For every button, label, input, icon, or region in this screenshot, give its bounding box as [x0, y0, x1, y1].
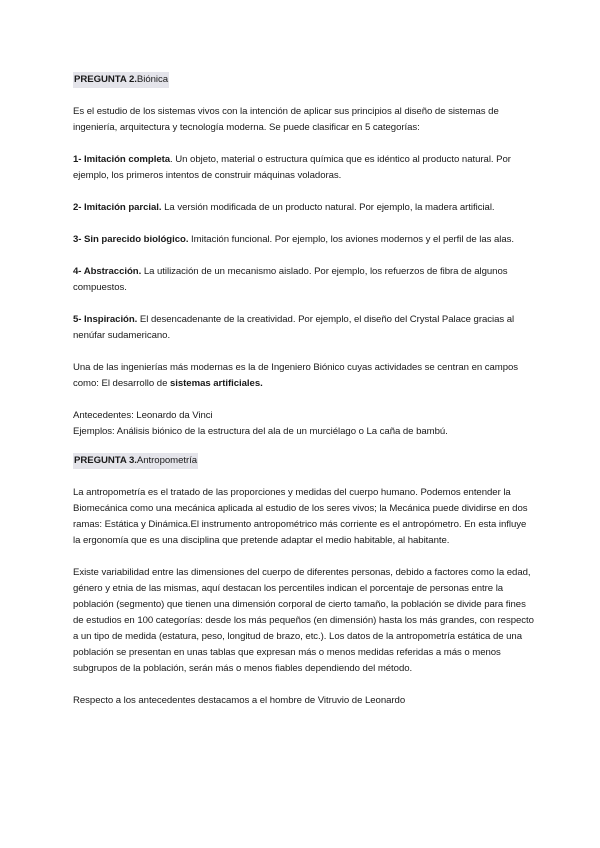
section-antropometria — [73, 453, 535, 709]
engineering-paragraph — [73, 360, 535, 392]
category-text: El desencadenante de la creatividad. Por ejemplo, el diseño del Crystal Palace gracias al nenúfar sudamericano. — [73, 314, 515, 341]
category-term: 2- Imitación parcial. — [73, 202, 162, 213]
category-item — [73, 312, 535, 344]
category-text: La versión modificada de un producto natural. Por ejemplo, la madera artificial. — [161, 202, 495, 213]
body-paragraph: Respecto a los antecedentes destacamos a el hombre de Vitruvio de Leonardo — [73, 695, 406, 706]
category-item — [73, 200, 535, 216]
heading-highlight — [73, 72, 169, 88]
heading-prefix: PREGUNTA 2. — [74, 74, 137, 85]
category-item — [73, 264, 535, 296]
antecedentes-line: Antecedentes: Leonardo da Vinci — [73, 410, 213, 421]
heading-title: Antropometría — [136, 455, 198, 466]
category-item — [73, 232, 535, 248]
section-bionica — [73, 72, 535, 440]
ejemplos-line: Ejemplos: Análisis biónico de la estructura del ala de un murciélago o La caña de bambú. — [73, 426, 448, 437]
intro-paragraph: Es el estudio de los sistemas vivos con la intención de aplicar sus principios al diseño de sistemas de ingeniería, arquitectura y tecnología moderna. Se puede clasificar en 5 categorías: — [73, 106, 499, 133]
document-body — [73, 72, 535, 709]
body-paragraph: La antropometría es el tratado de las proporciones y medidas del cuerpo humano. Podemos entender la Biomecánica como una mecánica aplicada al estudio de los seres vivos; la Mecánica puede dividirse en dos ramas: Estática y Dinámica.El instrumento antropométrico más corriente es el antropómetro. En esta influye la ergonomía que es una disciplina que pretende adaptar el medio habitable, al habitante. — [73, 487, 528, 546]
category-text: La utilización de un mecanismo aislado. Por ejemplo, los refuerzos de fibra de algunos compuestos. — [73, 266, 508, 293]
category-term: 5- Inspiración. — [73, 314, 138, 325]
heading-highlight — [73, 453, 198, 469]
category-text: . Un objeto, material o estructura química que es idéntico al producto natural. Por ejemplo, los primeros intentos de construir máquinas voladoras. — [73, 154, 511, 181]
category-term: 3- Sin parecido biológico. — [73, 234, 189, 245]
category-term: 1- Imitación completa — [73, 154, 171, 165]
heading-title: Biónica — [136, 74, 169, 85]
engineering-bold: sistemas artificiales. — [169, 378, 263, 389]
category-item — [73, 152, 535, 184]
body-paragraph: Existe variabilidad entre las dimensiones del cuerpo de diferentes personas, debido a factores como la edad, género y etnia de las mismas, aquí destacan los percentiles indican el porcentaje de personas entre la población (segmento) que tienen una dimensión corporal de cierto tamaño, la población se divide para fines de estudios en 100 categorías: desde los más pequeños (en dimensión) hasta los más grandes, con respecto a un tipo de medida (estatura, peso, longitud de brazo, etc.). Los datos de la antropometría estática de una población se presentan en unas tablas que expresan más o menos medidas referidas a más o menos subgrupos de la población, serán más o menos fiables dependiendo del método. — [73, 567, 534, 674]
section-heading — [73, 72, 535, 88]
category-text: Imitación funcional. Por ejemplo, los aviones modernos y el perfil de las alas. — [188, 234, 514, 245]
heading-prefix: PREGUNTA 3. — [74, 455, 137, 466]
engineering-text: Una de las ingenierías más modernas es la de Ingeniero Biónico cuyas actividades se centran en campos como: El desarrollo de — [73, 362, 519, 389]
section-heading — [73, 453, 535, 469]
category-term: 4- Abstracción. — [73, 266, 142, 277]
